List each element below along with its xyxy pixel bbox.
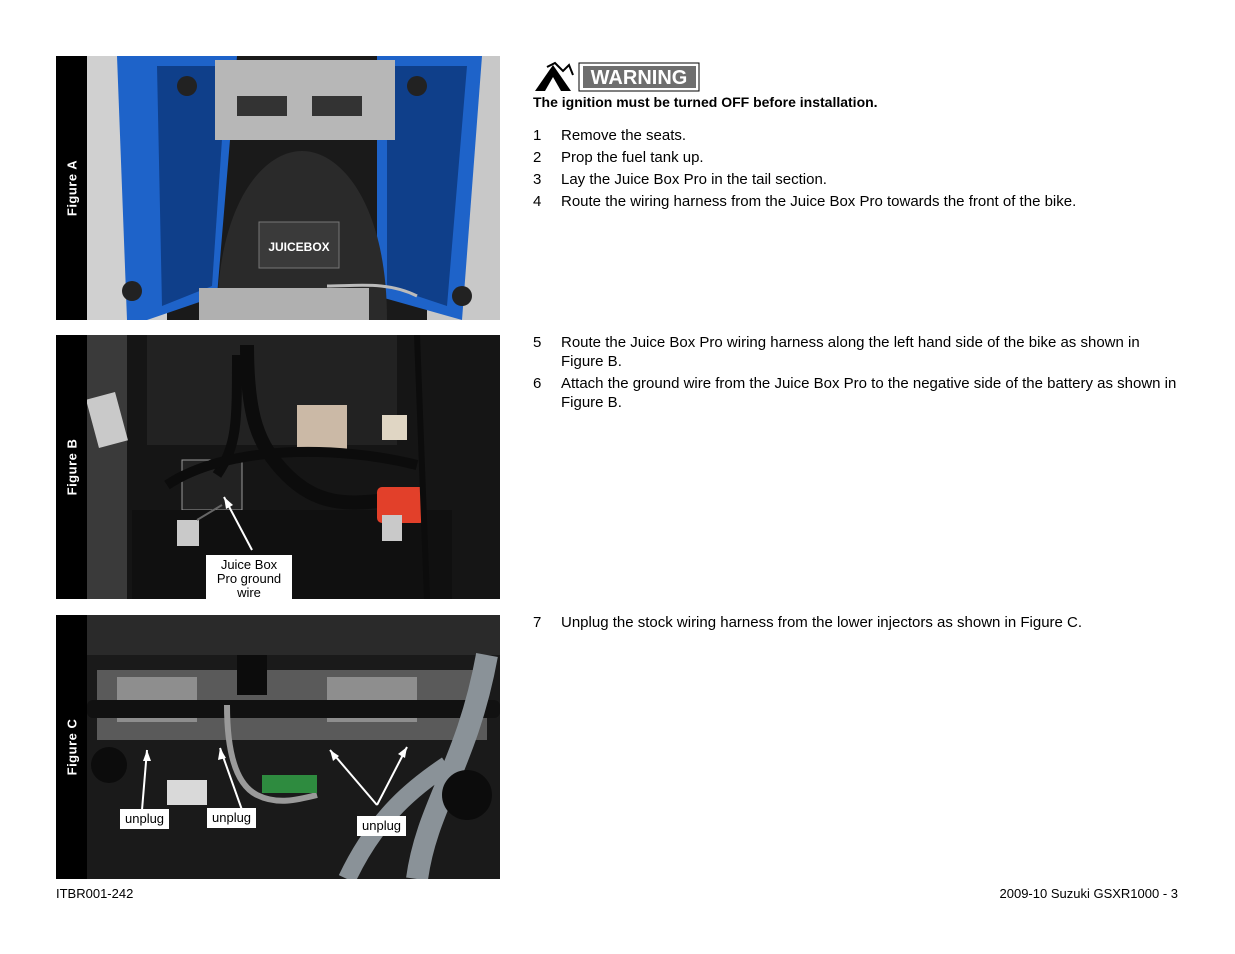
unplug-callout-1: unplug xyxy=(120,809,169,829)
unplug-callout-3: unplug xyxy=(357,816,406,836)
figure-c-label: Figure C xyxy=(64,718,79,776)
warning-icon xyxy=(533,61,701,93)
tail-section-image xyxy=(87,56,500,320)
figure-c-photo xyxy=(87,615,500,879)
footer-page-info: 2009-10 Suzuki GSXR1000 - 3 xyxy=(999,886,1178,901)
unplug-callout-2: unplug xyxy=(207,808,256,828)
step-number: 5 xyxy=(533,334,542,351)
step-text: Prop the fuel tank up. xyxy=(561,149,704,166)
step-item xyxy=(533,613,1183,632)
step-text: Unplug the stock wiring harness from the lower injectors as shown in Figure C. xyxy=(561,614,1083,631)
figure-c xyxy=(56,615,500,879)
step-text: Lay the Juice Box Pro in the tail section. xyxy=(561,171,827,188)
step-text: Route the Juice Box Pro wiring harness along the left hand side of the bike as shown in Figure B. xyxy=(561,334,1140,370)
step-text: Attach the ground wire from the Juice Box Pro to the negative side of the battery as shown in Figure B. xyxy=(561,375,1177,411)
step-item xyxy=(533,374,1183,412)
steps-group-3 xyxy=(533,613,1183,635)
juicebox-device-label: JUICEBOX xyxy=(268,240,330,254)
figure-b-tab xyxy=(56,335,87,599)
figure-c-tab xyxy=(56,615,87,879)
step-number: 7 xyxy=(533,614,542,631)
figure-a xyxy=(56,56,500,320)
ground-wire-callout: Juice Box Pro ground wire xyxy=(206,555,292,603)
step-number: 2 xyxy=(533,149,542,166)
figure-b xyxy=(56,335,500,599)
warning-badge xyxy=(533,61,701,93)
footer-doc-id: ITBR001-242 xyxy=(56,886,134,901)
step-number: 1 xyxy=(533,127,542,144)
step-text: Remove the seats. xyxy=(561,127,687,144)
figure-a-label: Figure A xyxy=(64,159,79,217)
step-item xyxy=(533,126,1183,145)
figure-a-photo xyxy=(87,56,500,320)
warning-note: The ignition must be turned OFF before installation. xyxy=(533,94,878,110)
step-item xyxy=(533,333,1183,371)
figure-b-label: Figure B xyxy=(64,438,79,496)
injector-area-image xyxy=(87,615,500,879)
battery-area-image xyxy=(87,335,500,599)
step-item xyxy=(533,170,1183,189)
step-number: 3 xyxy=(533,171,542,188)
steps-group-1 xyxy=(533,126,1183,214)
step-number: 4 xyxy=(533,193,542,210)
warning-label: WARNING xyxy=(590,67,688,89)
steps-group-2 xyxy=(533,333,1183,415)
step-item xyxy=(533,148,1183,167)
step-text: Route the wiring harness from the Juice Box Pro towards the front of the bike. xyxy=(561,193,1077,210)
figure-a-tab xyxy=(56,56,87,320)
step-number: 6 xyxy=(533,375,542,392)
figure-b-photo xyxy=(87,335,500,599)
step-item xyxy=(533,192,1183,211)
